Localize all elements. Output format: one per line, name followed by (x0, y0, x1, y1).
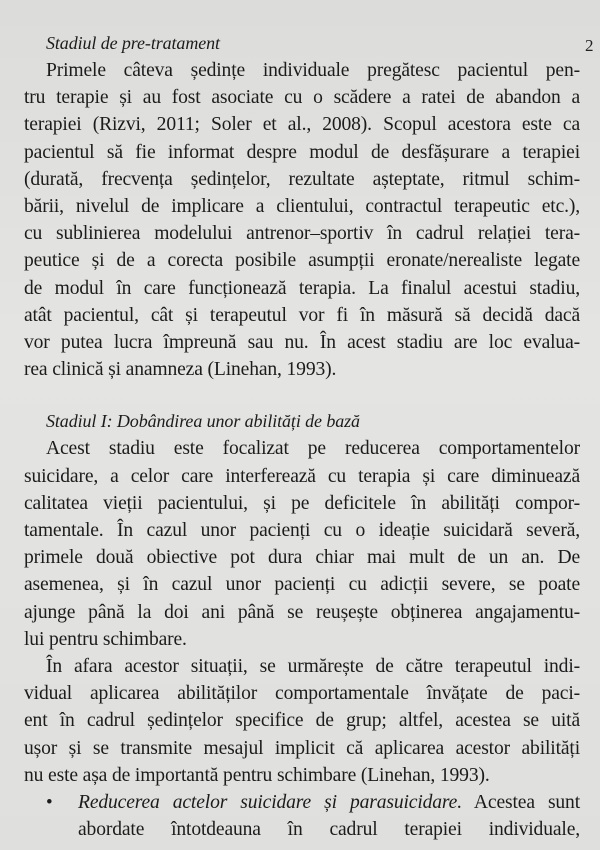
text-line: ent în cadrul ședințelor specifice de grup; altfel, acestea se uită (24, 710, 580, 732)
page-number: 2 (585, 36, 594, 55)
text-line: pacientul să fie informat despre modul de desfășurare a terapiei (24, 141, 580, 163)
bullet-lead-rest: Acestea sunt (461, 792, 581, 814)
text-line: atât pacientul, cât și terapeutul vor fi în măsură să decidă dacă (24, 304, 580, 326)
section-spacer (24, 383, 580, 408)
text-line: asemenea, și în cazul unor pacienți cu adicții severe, se poate (24, 574, 580, 596)
text-line (78, 789, 580, 816)
bullet-item (24, 789, 580, 843)
text-line: tru terapie și au fost asociate cu o scădere a ratei de abandon a (24, 87, 580, 109)
page-content (24, 30, 580, 843)
text-line: lui pentru schimbare. (24, 628, 187, 650)
text-line: În afara acestor situații, se urmărește de către terapeutul indi- (46, 656, 580, 678)
paragraph (24, 57, 580, 383)
text-line: Acest stadiu este focalizat pe reducerea comportamentelor (46, 438, 580, 460)
text-line: terapiei (Rizvi, 2011; Soler et al., 2008). Scopul acestora este ca (24, 114, 580, 136)
text-line: ușor și se transmite mesajul implicit că aplicarea acestor abilități (24, 737, 580, 759)
text-line: de modul în care funcționează terapia. La finalul acestui stadiu, (24, 277, 580, 299)
section-heading: Stadiul de pre-tratament (46, 33, 220, 53)
text-line: peutice și de a corecta posibile asumpții eronate/nerealiste legate (24, 250, 580, 272)
text-line: (durată, frecvența ședințelor, rezultate așteptate, ritmul schim- (24, 168, 580, 190)
text-line: suicidare, a celor care interferează cu terapia și care diminuează (24, 465, 580, 487)
text-line: primele două obiective pot dura chiar mai mult de un an. De (24, 547, 580, 569)
text-line: nu este așa de importantă pentru schimbare (Linehan, 1993). (24, 764, 490, 786)
paragraph (24, 653, 580, 789)
text-line: rea clinică și anamneza (Linehan, 1993). (24, 359, 337, 381)
bullet-icon: • (46, 792, 53, 814)
text-line: Primele câteva ședințe individuale pregătesc pacientul pen- (46, 60, 580, 81)
section-stage-one (24, 408, 580, 843)
text-line: tamentale. În cazul unor pacienți cu o ideație suicidară severă, (24, 520, 580, 542)
paragraph (24, 435, 580, 653)
section-heading: Stadiul I: Dobândirea unor abilități de bază (46, 411, 360, 432)
text-line: bării, nivelul de implicare a clientului, contractul terapeutic etc.), (24, 196, 580, 218)
text-line: vidual aplicarea abilităților comportamentale învățate de paci- (24, 683, 580, 705)
text-line: vor putea lucra împreună sau nu. În acest stadiu are loc evalua- (24, 332, 580, 354)
text-line: abordate întotdeauna în cadrul terapiei individuale, (78, 819, 580, 841)
text-line: ajunge până la doi ani până se reușește obținerea angajamentu- (24, 601, 580, 623)
text-line: calitatea vieții pacientului, și pe deficitele în abilități compor- (24, 492, 580, 514)
text-line: cu sublinierea modelului antrenor–sportiv în cadrul relației tera- (24, 223, 580, 245)
bullet-lead-italic: Reducerea actelor suicidare și parasuicidare. (78, 792, 462, 814)
section-pre-treatment (24, 30, 580, 383)
